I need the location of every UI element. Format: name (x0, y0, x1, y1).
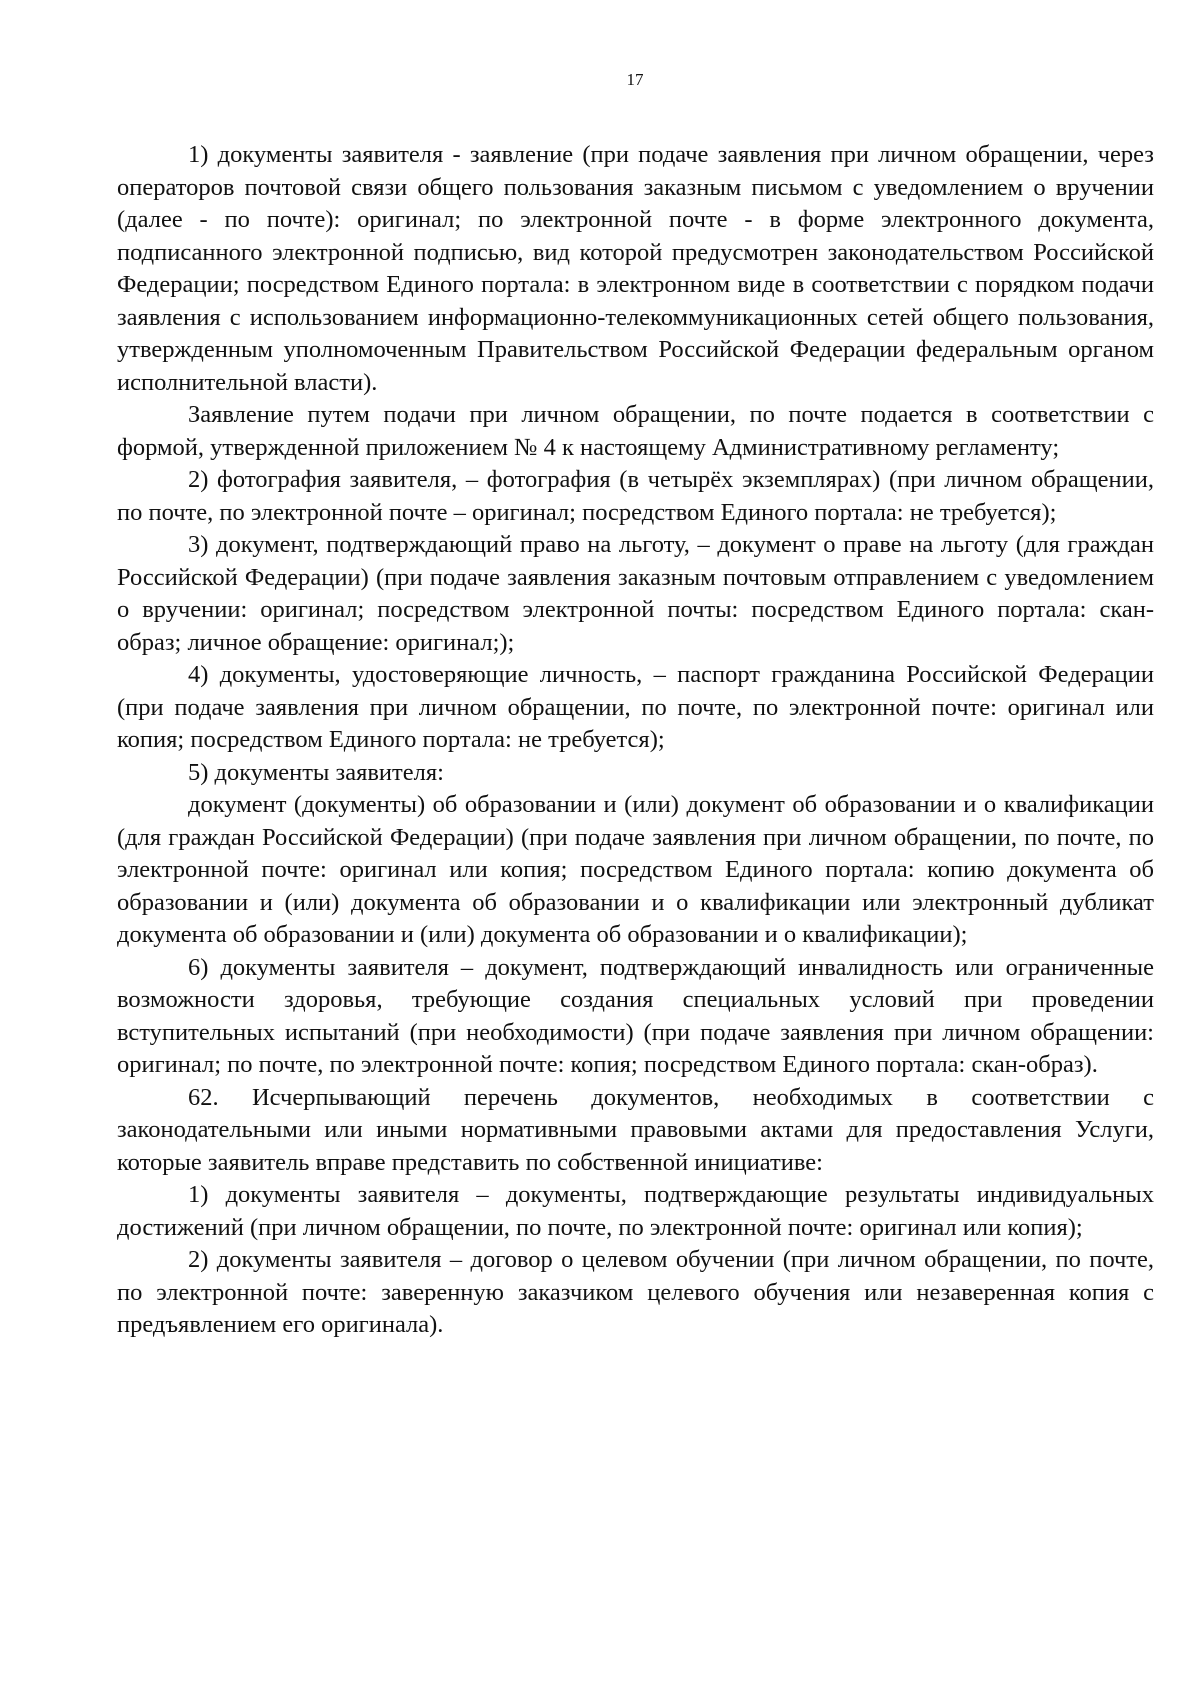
paragraph-application-form: Заявление путем подачи при личном обращении, по почте подается в соответствии с формой, утвержденной приложением № 4 к настоящему Административному регламенту; (117, 401, 1154, 461)
paragraph-1-achievements: 1) документы заявителя – документы, подтверждающие результаты индивидуальных достижений (при личном обращении, по почте, по электронной почте: оригинал или копия); (117, 1181, 1154, 1241)
paragraph-education-documents: документ (документы) об образовании и (или) документ об образовании и о квалификации (для граждан Российской Федерации) (при подаче заявления при личном обращении, по почте, по электронной почте: оригинал или копия; посредством Единого портала: копию документа об образовании и (или) документа об образовании и о квалификации или электронный дубликат документа об образовании и (или) документа об образовании и о квалификации); (117, 791, 1154, 948)
paragraph-4-identity-documents: 4) документы, удостоверяющие личность, – паспорт гражданина Российской Федерации (при подаче заявления при личном обращении, по почте, по электронной почте: оригинал или копия; посредством Единого портала: не требуется); (117, 661, 1154, 753)
paragraph-6-disability-documents: 6) документы заявителя – документ, подтверждающий инвалидность или ограниченные возможности здоровья, требующие создания специальных условий при проведении вступительных испытаний (при необходимости) (при подаче заявления при личном обращении: оригинал; по почте, по электронной почте: копия; посредством Единого портала: скан-образ). (117, 953, 1154, 1078)
paragraph-3-benefit-document: 3) документ, подтверждающий право на льготу, – документ о праве на льготу (для граждан Российской Федерации) (при подаче заявления заказным почтовым отправлением с уведомлением о вручении: оригинал; посредством электронной почты: посредством Единого портала: скан-образ; личное обращение: оригинал;); (117, 531, 1154, 656)
paragraph-62-optional-documents: 62. Исчерпывающий перечень документов, необходимых в соответствии с законодательными или иными нормативными правовыми актами для предоставления Услуги, которые заявитель вправе представить по собственной инициативе: (117, 1083, 1154, 1176)
paragraph-2-photograph: 2) фотография заявителя, – фотография (в четырёх экземплярах) (при личном обращении, по почте, по электронной почте – оригинал; посредством Единого портала: не требуется); (117, 466, 1154, 526)
page-number: 17 (626, 70, 644, 89)
document-body (117, 139, 1154, 1342)
paragraph-5-applicant-documents: 5) документы заявителя: (188, 758, 444, 786)
paragraph-2-target-training-contract: 2) документы заявителя – договор о целевом обучении (при личном обращении, по почте, по электронной почте: заверенную заказчиком целевого обучения или незаверенная копия с предъявлением его оригинала). (117, 1246, 1154, 1338)
paragraph-1-applicant-documents: 1) документы заявителя - заявление (при подаче заявления при личном обращении, через операторов почтовой связи общего пользования заказным письмом с уведомлением о вручении (далее - по почте): оригинал; по электронной почте - в форме электронного документа, подписанного электронной подписью, вид которой предусмотрен законодательством Российской Федерации; посредством Единого портала: в электронном виде в соответствии с порядком подачи заявления с использованием информационно-телекоммуникационных сетей общего пользования, утвержденным уполномоченным Правительством Российской Федерации федеральным органом исполнительной власти). (117, 141, 1154, 396)
